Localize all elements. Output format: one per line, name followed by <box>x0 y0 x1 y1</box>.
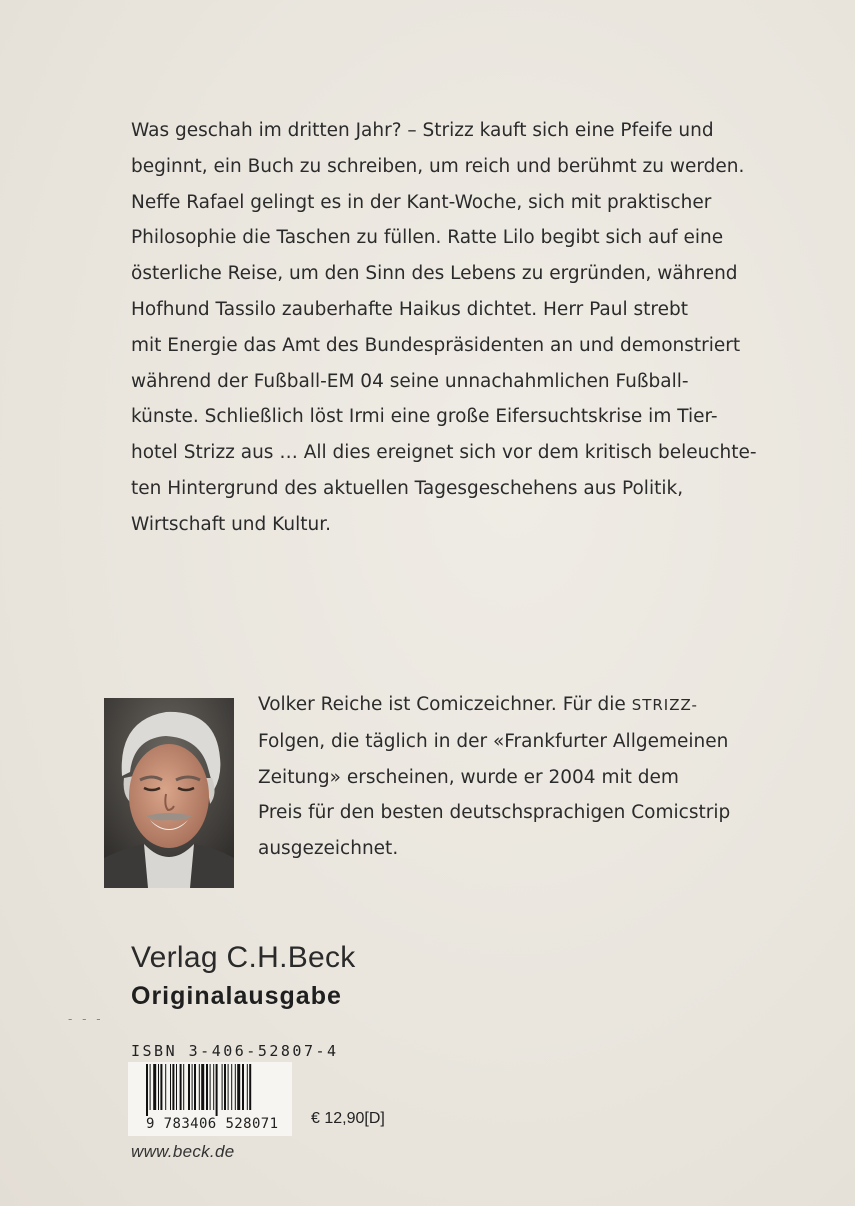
price: € 12,90[D] <box>311 1110 385 1127</box>
edition-label: Originalausgabe <box>131 982 342 1010</box>
bio-line: Preis für den besten deutschsprachigen Comicstrip <box>258 802 731 824</box>
blurb-line: hotel Strizz aus … All dies ereignet sich vor dem kritisch beleuchte- <box>131 442 757 464</box>
blurb-line: während der Fußball-EM 04 seine unnachahmlichen Fußball- <box>131 370 689 392</box>
blurb-line: Wirtschaft und Kultur. <box>131 513 331 535</box>
bio-line: Folgen, die täglich in der «Frankfurter Allgemeinen <box>258 730 729 752</box>
blurb-line: Was geschah im dritten Jahr? – Strizz kauft sich eine Pfeife und <box>131 120 714 141</box>
blurb-line: künste. Schließlich löst Irmi eine große Eifersuchtskrise im Tier- <box>131 406 718 428</box>
blurb-line: Philosophie die Taschen zu füllen. Ratte Lilo begibt sich auf eine <box>131 227 724 249</box>
publisher-url: www.beck.de <box>131 1142 235 1161</box>
bio-line: Zeitung» erscheinen, wurde er 2004 mit dem <box>258 766 679 788</box>
blurb-line: Neffe Rafael gelingt es in der Kant-Woche, sich mit praktischer <box>131 191 712 213</box>
blurb-text <box>131 113 757 543</box>
blurb-line: Hofhund Tassilo zauberhafte Haikus dichtet. Herr Paul strebt <box>131 298 688 320</box>
author-bio <box>258 687 731 867</box>
isbn: ISBN 3-406-52807-4 <box>131 1042 339 1060</box>
bio-line-prefix: Volker Reiche ist Comiczeichner. Für die <box>258 694 632 715</box>
barcode-digits: 9 783406 528071 <box>146 1116 279 1132</box>
author-portrait-image <box>104 698 234 888</box>
dash-mark: - - - <box>68 1012 104 1026</box>
strizz-small-caps: STRIZZ- <box>631 696 698 714</box>
barcode <box>146 1064 288 1116</box>
publisher-name: Verlag C.H.Beck <box>131 941 356 974</box>
blurb-line: beginnt, ein Buch zu schreiben, um reich und berühmt zu werden. <box>131 155 745 177</box>
bio-line <box>258 687 728 724</box>
blurb-line: ten Hintergrund des aktuellen Tagesgeschehens aus Politik, <box>131 477 684 499</box>
bio-line: ausgezeichnet. <box>258 838 399 860</box>
blurb-line: mit Energie das Amt des Bundespräsidenten an und demonstriert <box>131 334 741 356</box>
author-photo <box>104 698 234 888</box>
blurb-line: österliche Reise, um den Sinn des Lebens zu ergründen, während <box>131 263 738 285</box>
